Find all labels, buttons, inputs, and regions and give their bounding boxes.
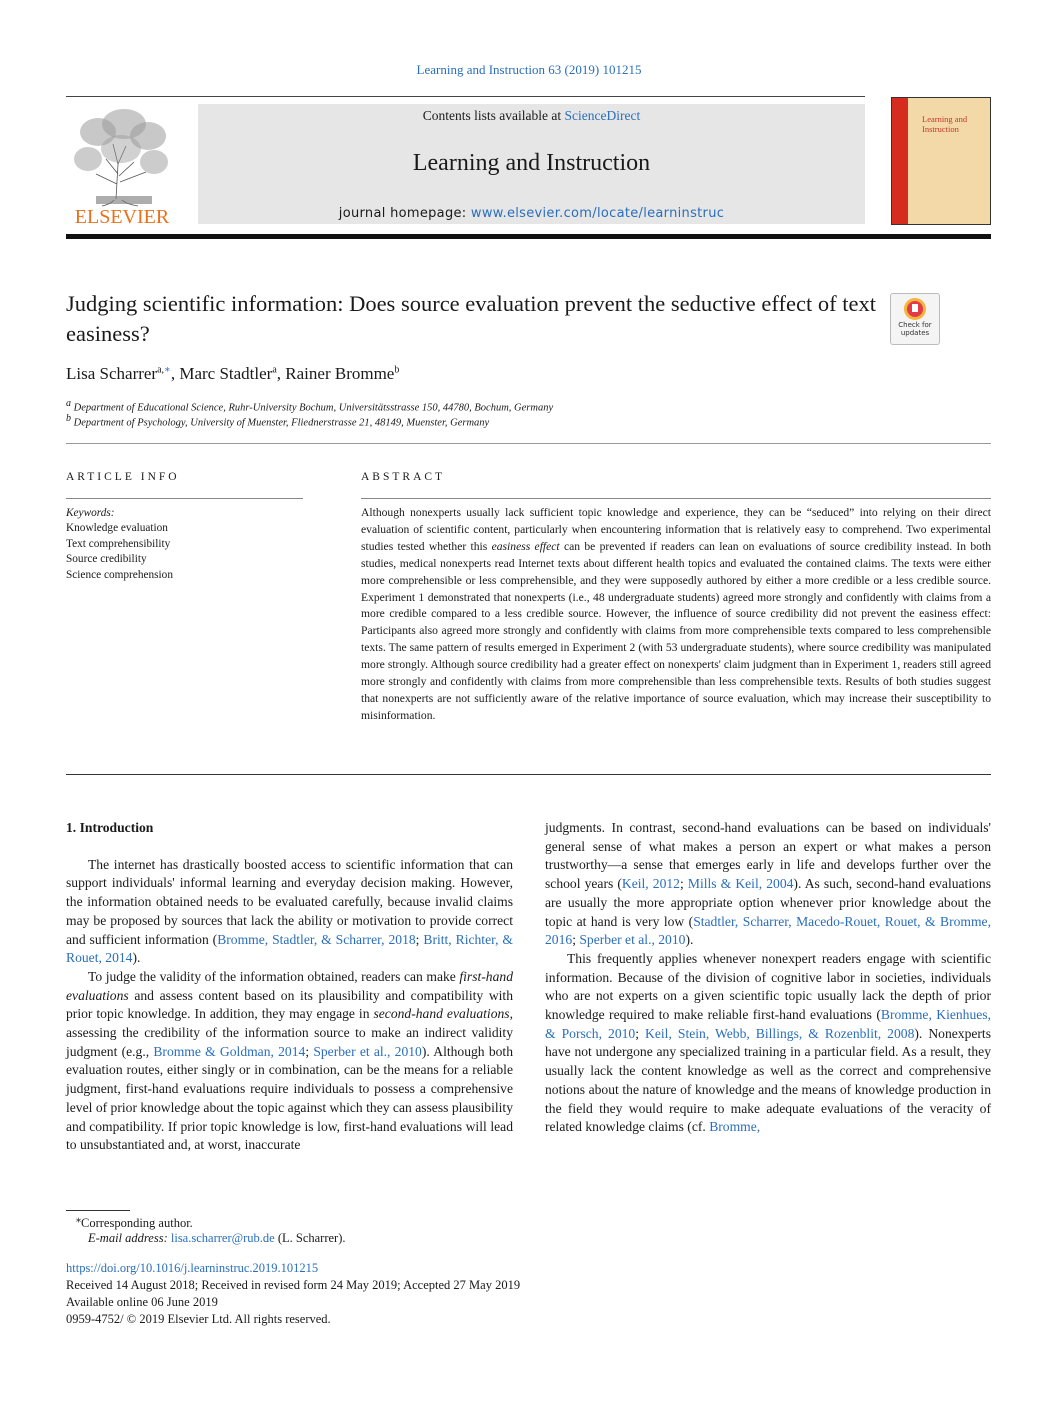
divider [66,443,991,444]
citation-link[interactable]: Mills & Keil, 2004 [687,876,794,892]
cover-red-strip [892,98,908,224]
citation-link[interactable]: Sperber et al., 2010 [313,1043,422,1059]
footnote-rule [66,1210,130,1211]
abstract-text [361,505,991,725]
text-run: , assessing the credibility of the information source to make an indirect validity judgment (e.g., [66,1006,513,1059]
divider [361,498,991,499]
email-suffix: (L. Scharrer). [274,1231,346,1245]
elsevier-tree-icon [66,104,178,226]
abstract-emphasis: easiness effect [491,539,560,553]
crossmark-label: Check for updates [898,321,932,337]
keyword: Science comprehension [66,568,173,581]
body-column-right [545,819,991,1137]
author-name: Lisa Scharrer [66,364,158,383]
citation-link[interactable]: Bromme, Stadtler, & Scharrer, 2018 [217,931,416,947]
emphasis: second-hand evaluations [373,1006,510,1022]
text-run: ). As such, second-hand evaluations are usually the more appropriate option whenever prior knowledge about the topic at hand is very low ( [545,876,991,929]
check-for-updates-button[interactable] [890,293,940,345]
text-run: judgments. In contrast, second-hand evaluations can be based on individuals' general sense of what makes a person an expert or what makes a person trustworthy—a sense that emerges early in life and develops further over the school years ( [545,820,991,892]
divider [66,774,991,775]
affiliation-text: Department of Educational Science, Ruhr-University Bochum, Universitätsstrasse 150, 44780, Bochum, Germany [73,402,554,414]
journal-homepage-line [198,206,865,221]
affiliation-text: Department of Psychology, University of Muenster, Fliednerstrasse 21, 48149, Muenster, Germany [73,417,490,429]
text-run: ). Although both evaluation routes, either singly or in combination, can be the means for a reliable judgment, first-hand evaluations require individuals to possess a comprehensive level of prior knowledge about the topic against which they can assess plausibility and compatibility. If prior topic knowledge is low, first-hand evaluations will lead to unsubstantiated and, at worst, inaccurate [66,1043,513,1153]
text-run: ). Nonexperts have not undergone any specialized training in a particular field. As a result, they usually lack the content knowledge as well as the correct and comprehensive notions about the nature of knowledge and the means of knowledge production in the field they would require to make adequate evaluations of the veracity of related knowledge claims (cf. [545,1025,991,1135]
contents-line [198,108,865,124]
journal-title: Learning and Instruction [412,150,651,176]
article-title: Judging scientific information: Does source evaluation prevent the seductive effect of text easiness? [66,291,876,346]
citation-link[interactable]: Bromme, [709,1119,761,1135]
citation-link[interactable]: Bromme & Goldman, 2014 [153,1043,306,1059]
keywords-block [66,506,173,583]
affiliation [66,413,489,429]
author-affil-sup: a, [157,364,165,376]
citation-link[interactable]: Keil, 2012 [621,876,680,892]
text-run: ). [132,950,141,966]
footnote-marker: ⁎ [76,1214,81,1225]
corresponding-author-marker[interactable]: ∗ [164,364,171,376]
paragraph: judgments. In contrast, second-hand evaluations can be based on individuals' general sense of what makes a person an expert or what makes a person trustworthy—a sense that emerges early in life and develops further over the school years (Keil, 2012; Mills & Keil, 2004). As such, second-hand evaluations are usually the more appropriate option whenever prior knowledge about the topic at hand is very low (Stadtler, Scharrer, Macedo-Rouet, Rouet, & Bromme, 2016; Sperber et al., 2010). [545,820,991,948]
journal-citation-link[interactable]: Learning and Instruction 63 (2019) 101215 [416,62,642,77]
crossmark-icon [904,298,926,320]
text-run: The internet has drastically boosted access to scientific information that can support individuals' informal learning and everyday decision making. However, the information obtained needs to be evaluated carefully, because invalid claims may be proposed by sources that lack the ability or motivation to provide correct and sufficient information ( [66,856,513,947]
author-list: Lisa Scharrer$^{a,∗}$, Marc Stadtler$^a$, Rainer Bromme$^b$ [66,364,400,383]
header-bottom-rule [66,234,991,239]
copyright-notice: 0959-4752/ © 2019 Elsevier Ltd. All rights reserved. [66,1312,331,1326]
available-online-date: Available online 06 June 2019 [66,1295,218,1309]
citation-link[interactable]: Britt, Richter, & Rouet, 2014 [66,931,513,966]
abstract-part: can be prevented if readers can lean on evaluations of source credibility instead. In both studies, medical nonexperts read Internet texts about different health topics and evaluated the contained claims. The texts were either more comprehensible or less comprehensible, and they were supposedly authored by either a more credible or a less credible source. Experiment 1 demonstrated that nonexperts (i.e., 48 undergraduate students) agreed more strongly and confidently with claims from a more credible compared to a less credible source. However, the influence of source credibility did not prevent the easiness effect: Participants also agreed more strongly and confidently with claims from more comprehensible texts compared to less comprehensible texts. The same pattern of results emerged in Experiment 2 (with 53 undergraduate students), where source credibility was manipulated more strongly. Although source credibility had a greater effect on nonexperts' claim judgment than in Experiment 1, readers still agreed more strongly and confidently with claims from more comprehensible than less comprehensible texts. Results of both studies suggest that nonexperts are not sufficiently aware of the relative importance of source evaluation, which may increase their susceptibility to misinformation. [361,539,991,722]
author-name: Rainer Bromme [285,364,395,383]
elsevier-logo[interactable] [66,104,178,226]
corresponding-author-note [76,1214,193,1231]
affiliation [66,398,553,414]
elsevier-wordmark: ELSEVIER [74,206,170,226]
paragraph: This frequently applies whenever nonexpert readers engage with scientific information. Because of the division of cognitive labor in societies, individuals who are not experts on a given scientific topic usually lack the depth of prior knowledge required to make reliable first-hand evaluations (Bromme, Kienhues, & Porsch, 2010; Keil, Stein, Webb, Billings, & Rozenblit, 2008). Nonexperts have not undergone any specialized training in a particular field. As a result, they usually lack the content knowledge as well as the correct and comprehensive notions about the nature of knowledge and the means of knowledge production in the field they would require to make adequate evaluations of the veracity of related knowledge claims (cf. Bromme, [545,950,991,1135]
author-name: Marc Stadtler [179,364,273,383]
cover-title: Learning and Instruction [922,114,968,134]
emphasis: first-hand evaluations [66,968,513,1003]
paragraph: The internet has drastically boosted access to scientific information that can support individuals' informal learning and everyday decision making. However, the information obtained needs to be evaluated carefully, because invalid claims may be proposed by sources that lack the ability or motivation to provide correct and sufficient information (Bromme, Stadtler, & Scharrer, 2018; Britt, Richter, & Rouet, 2014). [66,856,513,966]
citation-link[interactable]: Bromme, Kienhues, & Porsch, 2010 [545,1007,991,1041]
header-top-rule [66,96,865,97]
sciencedirect-link[interactable]: ScienceDirect [564,108,641,123]
text-run: and assess content based on its plausibility and compatibility with prior topic knowledge. In addition, they may engage in [66,987,513,1022]
abstract-heading: ABSTRACT [361,471,446,483]
affiliation-sup: a [66,398,71,409]
footnote-text: Corresponding author. [81,1216,193,1231]
keywords-label: Keywords: [66,507,115,519]
keyword: Source credibility [66,553,147,566]
author-affil-sup: a [272,364,277,376]
email-link[interactable]: lisa.scharrer@rub.de [170,1231,275,1245]
citation-link[interactable]: Stadtler, Scharrer, Macedo-Rouet, Rouet, & Bromme, 2016 [545,913,991,948]
journal-banner [198,104,865,224]
publication-dates: Received 14 August 2018; Received in revised form 24 May 2019; Accepted 27 May 2019 [66,1278,521,1292]
section-heading: 1. Introduction [66,820,154,835]
author-affil-sup: b [394,364,400,376]
keyword: Knowledge evaluation [66,522,168,535]
text-run: This frequently applies whenever nonexpert readers engage with scientific information. Because of the division of cognitive labor in societies, individuals who are not experts on a given scientific topic usually lack the depth of prior knowledge required to make reliable first-hand evaluations ( [545,950,991,1023]
citation-link[interactable]: Keil, Stein, Webb, Billings, & Rozenblit, 2008 [645,1025,915,1041]
doi-link[interactable]: https://doi.org/10.1016/j.learninstruc.2019.101215 [66,1261,319,1275]
journal-cover-thumbnail[interactable] [891,97,991,225]
email-note [88,1231,346,1246]
citation-link[interactable]: Sperber et al., 2010 [579,932,686,948]
homepage-prefix: journal homepage: [338,206,471,221]
abstract-part: Although nonexperts usually lack sufficient topic knowledge and experience, they can be “seduced” into relying on their direct evaluation of scientific content, particularly when encountering information that is relatively easy to comprehend. Two experimental studies tested whether this [361,506,991,553]
text-run: ). [685,932,694,948]
article-info-heading: ARTICLE INFO [66,471,180,483]
contents-prefix: Contents lists available at [422,108,565,123]
paragraph: To judge the validity of the information obtained, readers can make first-hand evaluations and assess content based on its plausibility and compatibility with prior topic knowledge. In addition, they may engage in second-hand evaluations, assessing the credibility of the information source to make an indirect validity judgment (e.g., Bromme & Goldman, 2014; Sperber et al., 2010). Although both evaluation routes, either singly or in combination, can be the means for a reliable judgment, first-hand evaluations require individuals to possess a comprehensive level of prior knowledge about the topic against which they can assess plausibility and compatibility. If prior topic knowledge is low, first-hand evaluations will lead to unsubstantiated and, at worst, inaccurate [66,968,513,1153]
email-label: E-mail address: [88,1231,171,1245]
body-column-left [66,819,513,1155]
homepage-link[interactable]: www.elsevier.com/locate/learninstruc [470,206,725,221]
text-run: To judge the validity of the information obtained, readers can make [88,968,460,984]
divider [66,498,303,499]
keyword: Text comprehensibility [66,537,171,550]
affiliation-sup: b [66,413,71,424]
